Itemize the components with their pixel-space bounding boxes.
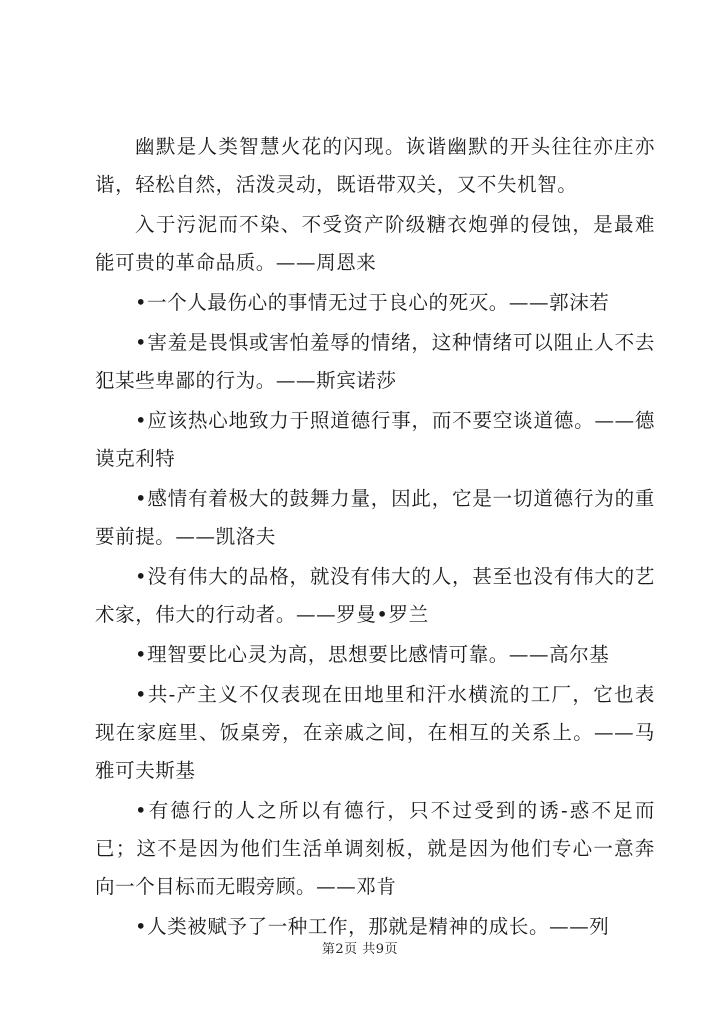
- paragraph-quote-kairov: •感情有着极大的鼓舞力量，因此，它是一切道德行为的重要前提。——凯洛夫: [95, 487, 655, 548]
- page-footer: [0, 938, 720, 957]
- paragraph-quote-guo-moruo: •一个人最伤心的事情无过于良心的死灭。——郭沫若: [135, 291, 610, 314]
- paragraph-humor: 幽默是人类智慧火花的闪现。诙谐幽默的开头往往亦庄亦谐，轻松自然，活泼灵动，既语带双关，又不失机智。: [95, 135, 655, 196]
- paragraph-quote-truncated: •人类被赋予了一种工作，那就是精神的成长。——列: [135, 915, 610, 938]
- paragraph-quote-mayakovsky: •共-产主义不仅表现在田地里和汗水横流的工厂，它也表现在家庭里、饭桌旁，在亲戚之间，在相互的关系上。——马雅可夫斯基: [95, 683, 655, 782]
- paragraph-quote-gorky: •理智要比心灵为高，思想要比感情可靠。——高尔基: [135, 643, 610, 666]
- paragraph-quote-spinoza: •害羞是畏惧或害怕羞辱的情绪，这种情绪可以阻止人不去犯某些卑鄙的行为。——斯宾诺莎: [95, 331, 655, 392]
- document-body: [95, 128, 655, 948]
- paragraph-quote-zhou-enlai: 入于污泥而不染、不受资产阶级糖衣炮弹的侵蚀，是最难能可贵的革命品质。——周恩来: [95, 213, 655, 274]
- page-number-label: 第2页 共9页: [321, 942, 399, 957]
- paragraph-quote-duncan: •有德行的人之所以有德行，只不过受到的诱-惑不足而已；这不是因为他们生活单调刻板，就是因为他们专心一意奔向一个目标而无暇旁顾。——邓肯: [95, 799, 655, 898]
- paragraph-quote-romain-rolland: •没有伟大的品格，就没有伟大的人，甚至也没有伟大的艺术家，伟大的行动者。——罗曼•罗兰: [95, 565, 655, 626]
- paragraph-quote-democritus: •应该热心地致力于照道德行事，而不要空谈道德。——德谟克利特: [95, 409, 655, 470]
